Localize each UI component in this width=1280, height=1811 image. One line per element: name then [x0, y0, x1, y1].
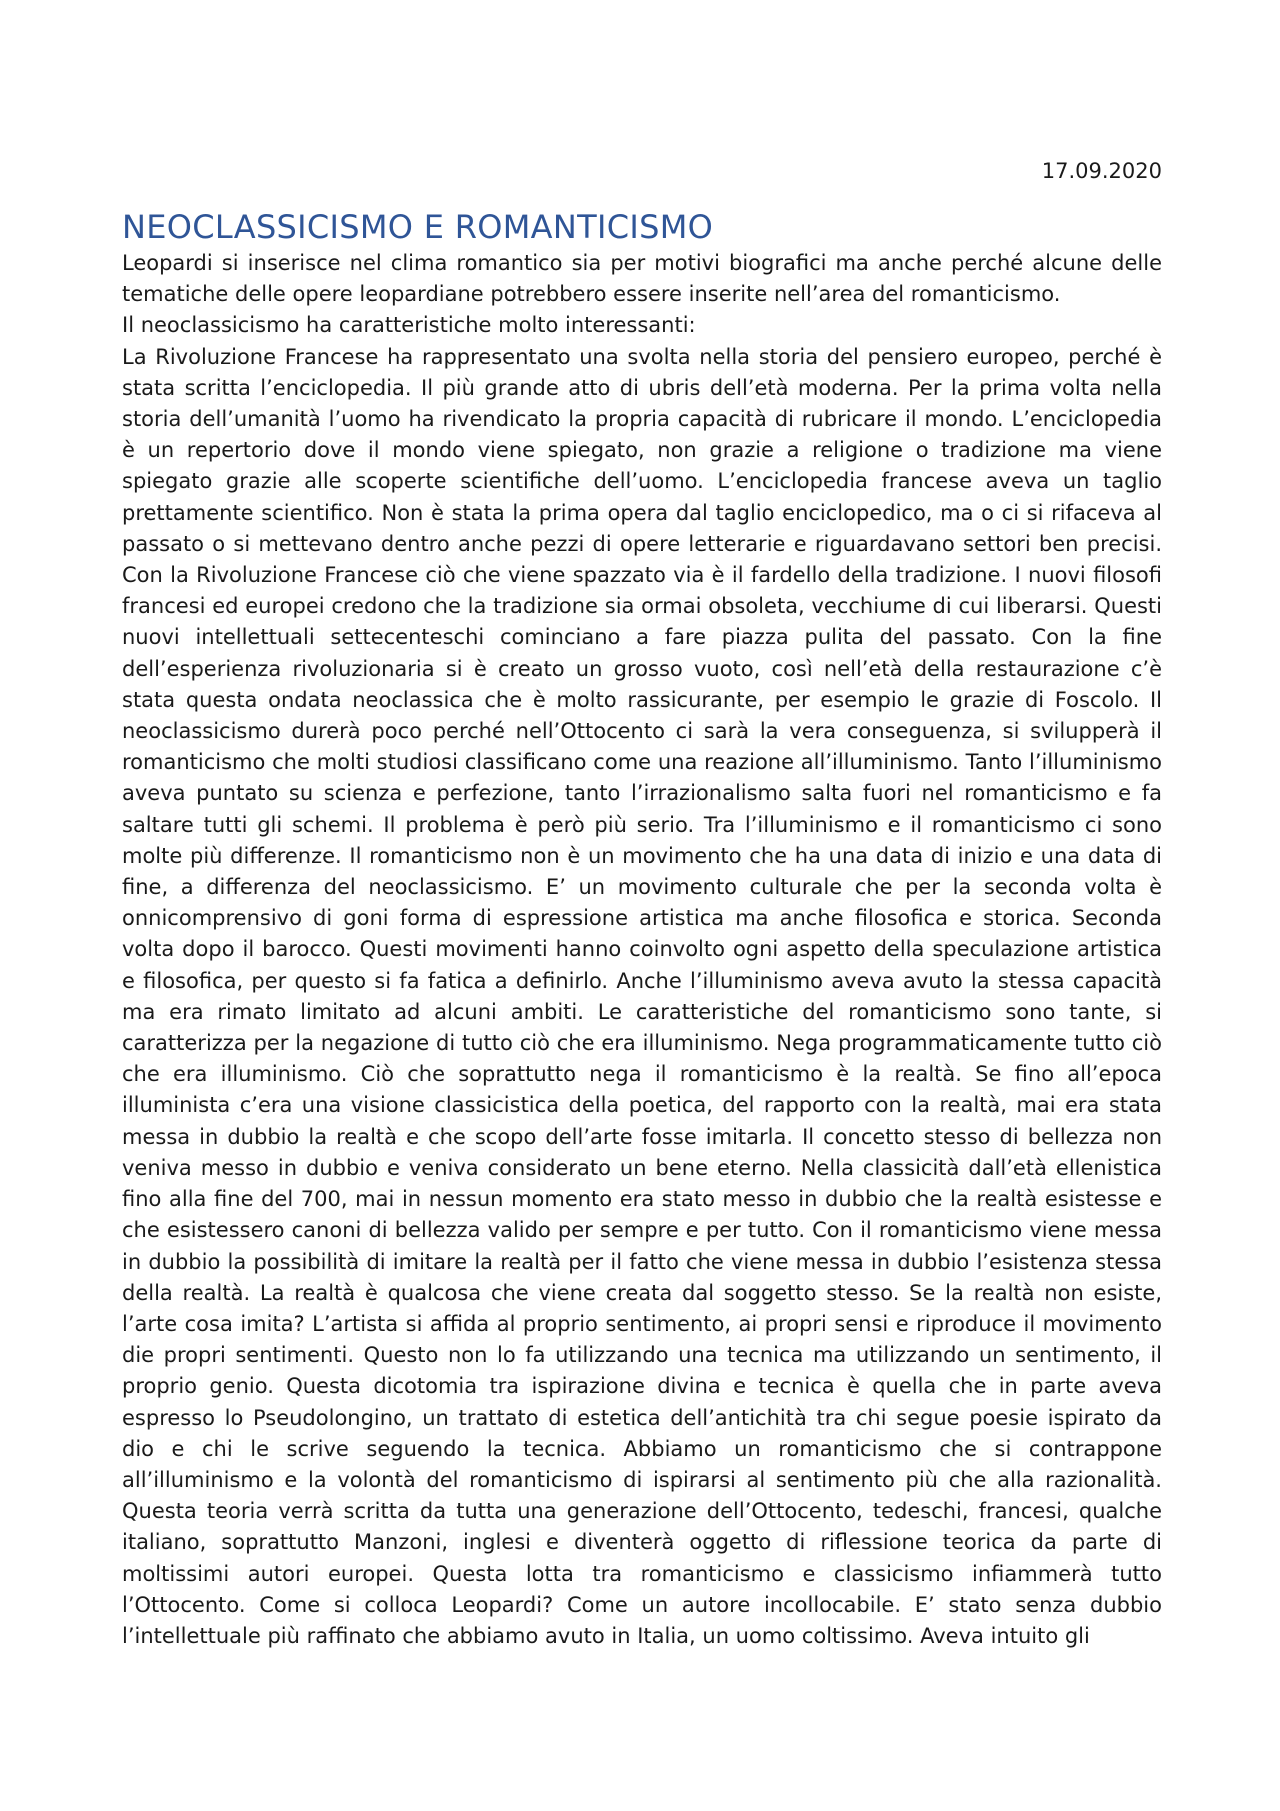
document-date: 17.09.2020 — [1041, 159, 1162, 183]
paragraph-intro: Leopardi si inserisce nel clima romantico sia per motivi biografici ma anche perché alcune delle tematiche delle opere leopardiane potrebbero essere inserite nell’area del romanticismo. — [122, 251, 1162, 307]
paragraph-main: La Rivoluzione Francese ha rappresentato una svolta nella storia del pensiero europeo, perché è stata scritta l’enciclopedia. Il più grande atto di ubris dell’età moderna. Per la prima volta nella storia dell’umanità l’uomo ha rivendicato la propria capacità di rubricare il mondo. L’enciclopedia è un repertorio dove il mondo viene spiegato, non grazie a religione o tradizione ma viene spiegato grazie alle scoperte scientifiche dell’uomo. L’enciclopedia francese aveva un taglio prettamente scientifico. Non è stata la prima opera dal taglio enciclopedico, ma o ci si rifaceva al passato o si mettevano dentro anche pezzi di opere letterarie e riguardavano settori ben precisi. Con la Rivoluzione Francese ciò che viene spazzato via è il fardello della tradizione. I nuovi filosofi francesi ed europei credono che la tradizione sia ormai obsoleta, vecchiume di cui liberarsi. Questi nuovi intellettuali settecenteschi cominciano a fare piazza pulita del passato. Con la fine dell’esperienza rivoluzionaria si è creato un grosso vuoto, così nell’età della restaurazione c’è stata questa ondata neoclassica che è molto rassicurante, per esempio le grazie di Foscolo. Il neoclassicismo durerà poco perché nell’Ottocento ci sarà la vera conseguenza, si svilupperà il romanticismo che molti studiosi classificano come una reazione all’illuminismo. Tanto l’illuminismo aveva puntato su scienza e perfezione, tanto l’irrazionalismo salta fuori nel romanticismo e fa saltare tutti gli schemi. Il problema è però più serio. Tra l’illuminismo e il romanticismo ci sono molte più differenze. Il romanticismo non è un movimento che ha una data di inizio e una data di fine, a differenza del neoclassicismo. E’ un movimento culturale che per la seconda volta è onnicomprensivo di goni forma di espressione artistica ma anche filosofica e storica. Seconda volta dopo il barocco. Questi movimenti hanno coinvolto ogni aspetto della speculazione artistica e filosofica, per questo si fa fatica a definirlo. Anche l’illuminismo aveva avuto la stessa capacità ma era rimato limitato ad alcuni ambiti. Le caratteristiche del romanticismo sono tante, si caratterizza per la negazione di tutto ciò che era illuminismo. Nega programmaticamente tutto ciò che era illuminismo. Ciò che soprattutto nega il romanticismo è la realtà. Se fino all’epoca illuminista c’era una visione classicistica della poetica, del rapporto con la realtà, mai era stata messa in dubbio la realtà e che scopo dell’arte fosse imitarla. Il concetto stesso di bellezza non veniva messo in dubbio e veniva considerato un bene eterno. Nella classicità dall’età ellenistica fino alla fine del 700, mai in nessun momento era stato messo in dubbio che la realtà esistesse e che esistessero canoni di bellezza valido per sempre e per tutto. Con il romanticismo viene messa in dubbio la possibilità di imitare la realtà per il fatto che viene messa in dubbio l’esistenza stessa della realtà. La realtà è qualcosa che viene creata dal soggetto stesso. Se la realtà non esiste, l’arte cosa imita? L’artista si affida al proprio sentimento, ai propri sensi e riproduce il movimento die propri sentimenti. Questo non lo fa utilizzando una tecnica ma utilizzando un sentimento, il proprio genio. Questa dicotomia tra ispirazione divina e tecnica è quella che in parte aveva espresso lo Pseudolongino, un trattato di estetica dell’antichità tra chi segue poesie ispirato da dio e chi le scrive seguendo la tecnica. Abbiamo un romanticismo che si contrappone all’illuminismo e la volontà del romanticismo di ispirarsi al sentimento più che alla razionalità. Questa teoria verrà scritta da tutta una generazione dell’Ottocento, tedeschi, francesi, qualche italiano, soprattutto Manzoni, inglesi e diventerà oggetto di riflessione teorica da parte di moltissimi autori europei. Questa lotta tra romanticismo e classicismo infiammerà tutto l’Ottocento. Come si colloca Leopardi? Come un autore incollocabile. E’ stato senza dubbio l’intellettuale più raffinato che abbiamo avuto in Italia, un uomo coltissimo. Aveva intuito gli — [122, 344, 1162, 1648]
document-body — [122, 206, 1162, 1652]
document-title: NEOCLASSICISMO E ROMANTICISMO — [122, 208, 714, 246]
paragraph-neoclassicism-lead: Il neoclassicismo ha caratteristiche molto interessanti: — [122, 313, 696, 338]
